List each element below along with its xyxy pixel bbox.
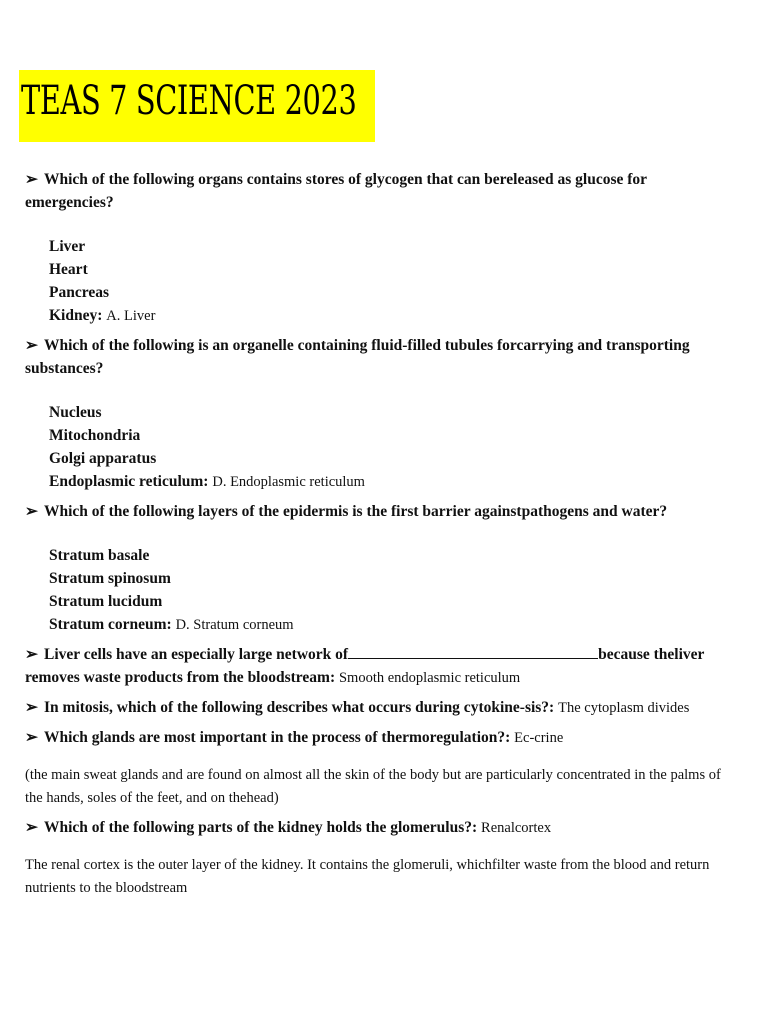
answer: Smooth endoplasmic reticulum bbox=[338, 670, 521, 686]
bullet-arrow-icon: ➢ bbox=[25, 171, 38, 188]
question-6 bbox=[25, 726, 737, 750]
question-2 bbox=[25, 334, 737, 380]
option: Golgi apparatus bbox=[49, 450, 157, 467]
question-7 bbox=[25, 816, 737, 840]
bullet-arrow-icon: ➢ bbox=[25, 503, 38, 520]
question-5 bbox=[25, 696, 737, 720]
option-with-answer bbox=[49, 613, 737, 637]
answer: D. Stratum corneum bbox=[175, 617, 294, 633]
question-3-text: Which of the following layers of the epidermis is the first barrier againstpathogens and water? bbox=[44, 503, 668, 520]
title-highlight bbox=[19, 70, 375, 142]
explanation-note: (the main sweat glands and are found on almost all the skin of the body but are particularly concentrated in the palms of the hands, soles of the feet, and on thehead) bbox=[25, 767, 721, 806]
question-1-text: Which of the following organs contains stores of glycogen that can bereleased as glucose for emergencies? bbox=[25, 171, 647, 211]
answer: Renalcortex bbox=[481, 820, 552, 836]
option: Stratum basale bbox=[49, 547, 150, 564]
question-3 bbox=[25, 500, 737, 523]
question-6-text: Which glands are most important in the process of thermoregulation?: bbox=[44, 729, 511, 746]
question-1-options bbox=[49, 235, 737, 328]
answer: Ec-crine bbox=[514, 730, 564, 746]
question-4 bbox=[25, 643, 737, 690]
option-with-answer bbox=[49, 470, 737, 494]
bullet-arrow-icon: ➢ bbox=[25, 729, 38, 746]
option: Kidney: bbox=[49, 307, 103, 324]
page-title: TEAS 7 SCIENCE 2023 bbox=[21, 78, 357, 124]
option: Nucleus bbox=[49, 404, 102, 421]
content bbox=[25, 168, 737, 900]
question-2-options bbox=[49, 401, 737, 494]
fill-in-blank bbox=[348, 644, 598, 659]
answer: D. Endoplasmic reticulum bbox=[212, 474, 365, 490]
option-with-answer bbox=[49, 304, 737, 328]
option: Stratum lucidum bbox=[49, 593, 163, 610]
option: Stratum corneum: bbox=[49, 616, 172, 633]
option: Mitochondria bbox=[49, 427, 141, 444]
bullet-arrow-icon: ➢ bbox=[25, 819, 38, 836]
option: Heart bbox=[49, 261, 88, 278]
bullet-arrow-icon: ➢ bbox=[25, 646, 38, 663]
option: Stratum spinosum bbox=[49, 570, 171, 587]
question-3-options bbox=[49, 544, 737, 637]
explanation-note: The renal cortex is the outer layer of the kidney. It contains the glomeruli, whichfilter waste from the blood and return nutrients to the bloodstream bbox=[25, 857, 710, 896]
question-7-text: Which of the following parts of the kidney holds the glomerulus?: bbox=[44, 819, 478, 836]
option: Endoplasmic reticulum: bbox=[49, 473, 209, 490]
answer: A. Liver bbox=[106, 308, 156, 324]
option: Pancreas bbox=[49, 284, 109, 301]
question-4-text-start: Liver cells have an especially large network of bbox=[44, 646, 349, 663]
bullet-arrow-icon: ➢ bbox=[25, 337, 38, 354]
question-4-text-end: because theliver removes waste products from the bloodstream: bbox=[25, 646, 705, 686]
question-2-text: Which of the following is an organelle containing fluid-filled tubules forcarrying and transporting substances? bbox=[25, 337, 690, 377]
option: Liver bbox=[49, 238, 86, 255]
question-1 bbox=[25, 168, 737, 214]
bullet-arrow-icon: ➢ bbox=[25, 699, 38, 716]
question-5-text: In mitosis, which of the following describes what occurs during cytokine-sis?: bbox=[44, 699, 555, 716]
answer: The cytoplasm divides bbox=[558, 700, 690, 716]
